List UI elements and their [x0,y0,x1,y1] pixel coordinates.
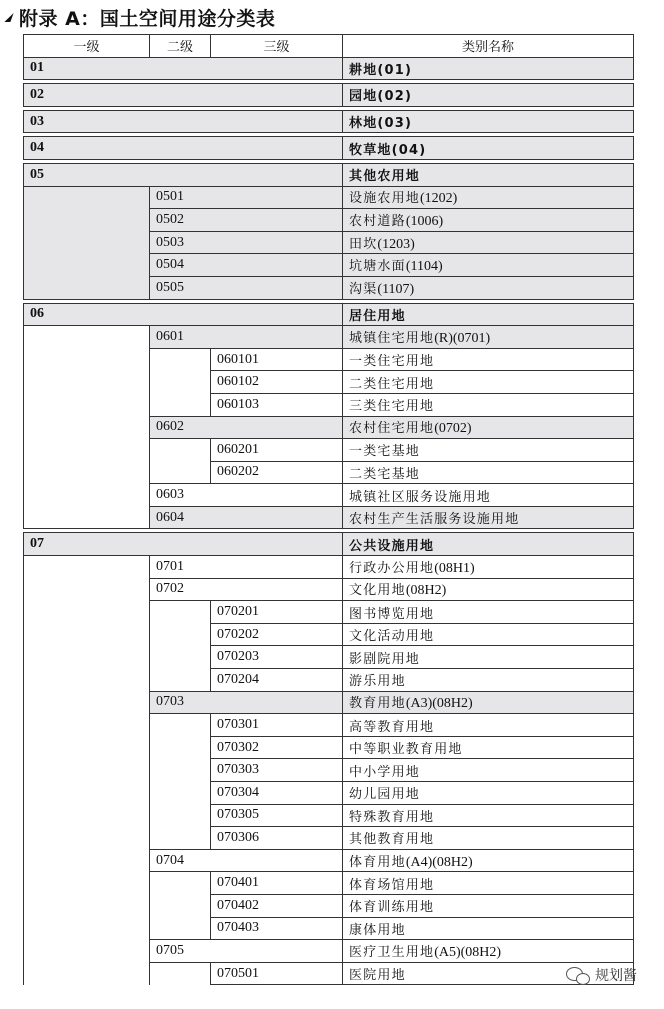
category-name-cell [343,84,634,107]
category-name-cell [343,484,634,507]
triangle-marker-icon [4,13,13,22]
category-code: (1006) [405,213,444,229]
category-name: 农村住宅用地 [349,421,435,437]
level-1-blank-cell [24,276,150,299]
level-1-code-cell: 02 [24,84,343,107]
table-row [24,348,634,371]
category-name: 康体用地 [349,922,406,938]
level-1-blank-cell [24,601,150,624]
category-name-cell [343,759,634,782]
level-3-code-cell: 070501 [211,962,343,985]
level-2-blank-cell [150,348,211,371]
category-name: 医疗卫生用地 [349,944,435,960]
category-name-cell [343,506,634,529]
level-1-blank-cell [24,962,150,985]
category-name: 其他农用地 [349,169,421,185]
level-2-blank-cell [150,736,211,759]
level-1-blank-cell [24,759,150,782]
level-3-code-cell: 070303 [211,759,343,782]
level-1-blank-cell [24,872,150,895]
level-3-code-cell: 060101 [211,348,343,371]
category-name-cell [343,827,634,850]
land-use-classification-table [23,34,634,985]
table-row [24,416,634,439]
category-code: (A4)(08H2) [405,854,473,870]
level-1-blank-cell [24,556,150,579]
level-1-blank-cell [24,326,150,349]
level-2-blank-cell [150,872,211,895]
category-name: 城镇社区服务设施用地 [349,489,492,505]
level-1-blank-cell [24,209,150,232]
table-row [24,84,634,107]
table-row [24,804,634,827]
level-2-code-cell: 0702 [150,578,343,601]
wechat-icon [566,965,592,985]
category-name-cell [343,940,634,963]
table-row [24,872,634,895]
level-1-code-cell: 05 [24,163,343,186]
table-row [24,669,634,692]
level-1-blank-cell [24,849,150,872]
level-1-blank-cell [24,623,150,646]
category-name-cell [343,371,634,394]
level-1-code-cell: 04 [24,137,343,160]
category-name-cell [343,209,634,232]
category-name: 特殊教育用地 [349,809,435,825]
category-name: 三类住宅用地 [349,399,435,415]
level-2-code-cell: 0705 [150,940,343,963]
header-level-1: 一级 [24,35,150,58]
table-row [24,759,634,782]
category-name-cell [343,416,634,439]
category-name: 医院用地 [349,968,406,984]
level-1-blank-cell [24,691,150,714]
category-code: (1107) [377,281,415,297]
level-2-blank-cell [150,461,211,484]
level-1-blank-cell [24,714,150,737]
table-row [24,578,634,601]
category-name: 幼儿园用地 [349,787,421,803]
page-title [6,2,275,32]
level-3-code-cell: 070304 [211,782,343,805]
category-name: 图书博览用地 [349,606,435,622]
category-name: 一类住宅用地 [349,354,435,370]
category-name-cell [343,782,634,805]
category-name-cell [343,276,634,299]
category-name-cell [343,804,634,827]
level-1-code-cell: 01 [24,57,343,80]
category-name: 行政办公用地 [349,560,435,576]
level-2-code-cell: 0701 [150,556,343,579]
table-row [24,556,634,579]
table-row [24,849,634,872]
level-2-blank-cell [150,623,211,646]
level-1-blank-cell [24,578,150,601]
table-row [24,209,634,232]
level-1-blank-cell [24,827,150,850]
category-name-cell [343,303,634,326]
category-name-cell [343,439,634,462]
table-row [24,484,634,507]
level-1-code-cell: 07 [24,533,343,556]
category-name: 设施农用地 [349,191,421,207]
category-code: (A3)(08H2) [405,696,473,712]
level-2-blank-cell [150,962,211,985]
level-1-blank-cell [24,894,150,917]
category-name: 城镇住宅用地 [349,330,435,346]
category-name: 坑塘水面 [349,259,406,275]
category-name: 文化活动用地 [349,629,435,645]
table-row [24,601,634,624]
level-1-blank-cell [24,484,150,507]
table-row [24,736,634,759]
level-1-code-cell: 03 [24,110,343,133]
category-name: 园地(02) [349,89,413,105]
level-2-blank-cell [150,669,211,692]
category-name: 中等职业教育用地 [349,742,463,758]
header-level-3: 三级 [211,35,343,58]
level-2-code-cell: 0603 [150,484,343,507]
table-row [24,371,634,394]
category-code: (08H2) [405,583,447,599]
table-row [24,137,634,160]
level-1-blank-cell [24,736,150,759]
table-row [24,186,634,209]
category-name-cell [343,623,634,646]
table-row [24,917,634,940]
table-row [24,533,634,556]
category-name-cell [343,601,634,624]
level-2-code-cell: 0505 [150,276,343,299]
table-body [24,57,634,985]
category-name-cell [343,894,634,917]
table-row [24,110,634,133]
level-2-blank-cell [150,439,211,462]
table-row [24,326,634,349]
category-name: 游乐用地 [349,674,406,690]
watermark-text: 规划酱 [595,968,637,984]
table-row [24,962,634,985]
level-1-code-cell: 06 [24,303,343,326]
level-2-blank-cell [150,894,211,917]
level-1-blank-cell [24,804,150,827]
level-1-blank-cell [24,782,150,805]
category-name-cell [343,231,634,254]
category-name-cell [343,533,634,556]
category-name: 林地(03) [349,116,413,132]
header-level-2: 二级 [150,35,211,58]
category-name-cell [343,254,634,277]
category-name: 农村生产生活服务设施用地 [349,512,520,528]
level-3-code-cell: 070306 [211,827,343,850]
watermark [566,965,637,985]
table-row [24,276,634,299]
category-name-cell [343,872,634,895]
category-name: 一类宅基地 [349,444,421,460]
category-name-cell [343,326,634,349]
table-row [24,393,634,416]
level-3-code-cell: 070201 [211,601,343,624]
level-2-code-cell: 0504 [150,254,343,277]
category-code: (1203) [377,236,415,252]
level-3-code-cell: 070301 [211,714,343,737]
level-1-blank-cell [24,186,150,209]
category-code: (1104) [405,259,443,275]
level-3-code-cell: 070204 [211,669,343,692]
level-1-blank-cell [24,940,150,963]
category-code: (R)(0701) [434,330,491,346]
level-1-blank-cell [24,348,150,371]
category-name-cell [343,186,634,209]
category-name: 二类住宅用地 [349,376,435,392]
level-2-code-cell: 0601 [150,326,343,349]
title-text: 附录 A：国土空间用途分类表 [19,7,276,30]
level-3-code-cell: 070302 [211,736,343,759]
category-name: 文化用地 [349,583,406,599]
level-1-blank-cell [24,461,150,484]
level-2-blank-cell [150,782,211,805]
table-row [24,827,634,850]
level-1-blank-cell [24,254,150,277]
level-3-code-cell: 060202 [211,461,343,484]
category-name-cell [343,393,634,416]
table-row [24,163,634,186]
level-3-code-cell: 070305 [211,804,343,827]
category-name-cell [343,849,634,872]
level-2-blank-cell [150,371,211,394]
category-name-cell [343,646,634,669]
category-name: 其他教育用地 [349,832,435,848]
category-name: 体育训练用地 [349,900,435,916]
category-name: 公共设施用地 [349,538,435,554]
level-2-blank-cell [150,827,211,850]
table-row [24,691,634,714]
category-name-cell [343,578,634,601]
level-2-blank-cell [150,601,211,624]
level-1-blank-cell [24,917,150,940]
level-2-code-cell: 0604 [150,506,343,529]
level-2-code-cell: 0502 [150,209,343,232]
category-name-cell [343,917,634,940]
level-2-code-cell: 0503 [150,231,343,254]
category-name-cell [343,57,634,80]
level-2-blank-cell [150,804,211,827]
category-name: 耕地(01) [349,62,413,78]
table-row [24,940,634,963]
category-name: 影剧院用地 [349,651,421,667]
category-code: (A5)(08H2) [434,944,502,960]
header-category-name: 类别名称 [343,35,634,58]
category-name: 田坎 [349,236,378,252]
category-name-cell [343,691,634,714]
category-name: 农村道路 [349,213,406,229]
table-row [24,646,634,669]
level-2-blank-cell [150,393,211,416]
level-2-code-cell: 0703 [150,691,343,714]
table-row [24,894,634,917]
level-3-code-cell: 070401 [211,872,343,895]
level-2-code-cell: 0704 [150,849,343,872]
table-row [24,254,634,277]
category-name: 中小学用地 [349,764,421,780]
category-code: (08H1) [434,560,475,576]
level-1-blank-cell [24,371,150,394]
category-code: (0702) [434,421,472,437]
level-1-blank-cell [24,669,150,692]
category-name-cell [343,163,634,186]
table-row [24,714,634,737]
level-3-code-cell: 060201 [211,439,343,462]
level-3-code-cell: 070402 [211,894,343,917]
level-2-blank-cell [150,714,211,737]
table-row [24,303,634,326]
level-1-blank-cell [24,506,150,529]
level-1-blank-cell [24,416,150,439]
table-row [24,506,634,529]
category-name: 体育用地 [349,854,406,870]
table-row [24,231,634,254]
level-1-blank-cell [24,393,150,416]
category-name-cell [343,736,634,759]
category-name: 牧草地(04) [349,142,427,158]
table-row [24,623,634,646]
level-2-blank-cell [150,759,211,782]
category-name: 居住用地 [349,308,406,324]
table-row [24,461,634,484]
level-2-code-cell: 0602 [150,416,343,439]
level-2-code-cell: 0501 [150,186,343,209]
table-row [24,782,634,805]
category-name: 体育场馆用地 [349,877,435,893]
table-row [24,439,634,462]
category-name-cell [343,137,634,160]
category-name: 沟渠 [349,281,378,297]
level-1-blank-cell [24,646,150,669]
category-name: 教育用地 [349,696,406,712]
category-name-cell [343,110,634,133]
category-name: 二类宅基地 [349,466,421,482]
level-2-blank-cell [150,917,211,940]
category-name: 高等教育用地 [349,719,435,735]
table-row [24,57,634,80]
category-name-cell [343,669,634,692]
category-name-cell [343,556,634,579]
category-name-cell [343,714,634,737]
level-1-blank-cell [24,439,150,462]
table-header-row [24,35,634,58]
category-name-cell [343,461,634,484]
category-code: (1202) [420,191,458,207]
level-3-code-cell: 070403 [211,917,343,940]
level-3-code-cell: 060103 [211,393,343,416]
level-1-blank-cell [24,231,150,254]
category-name-cell [343,348,634,371]
level-2-blank-cell [150,646,211,669]
level-3-code-cell: 070203 [211,646,343,669]
level-3-code-cell: 060102 [211,371,343,394]
level-3-code-cell: 070202 [211,623,343,646]
